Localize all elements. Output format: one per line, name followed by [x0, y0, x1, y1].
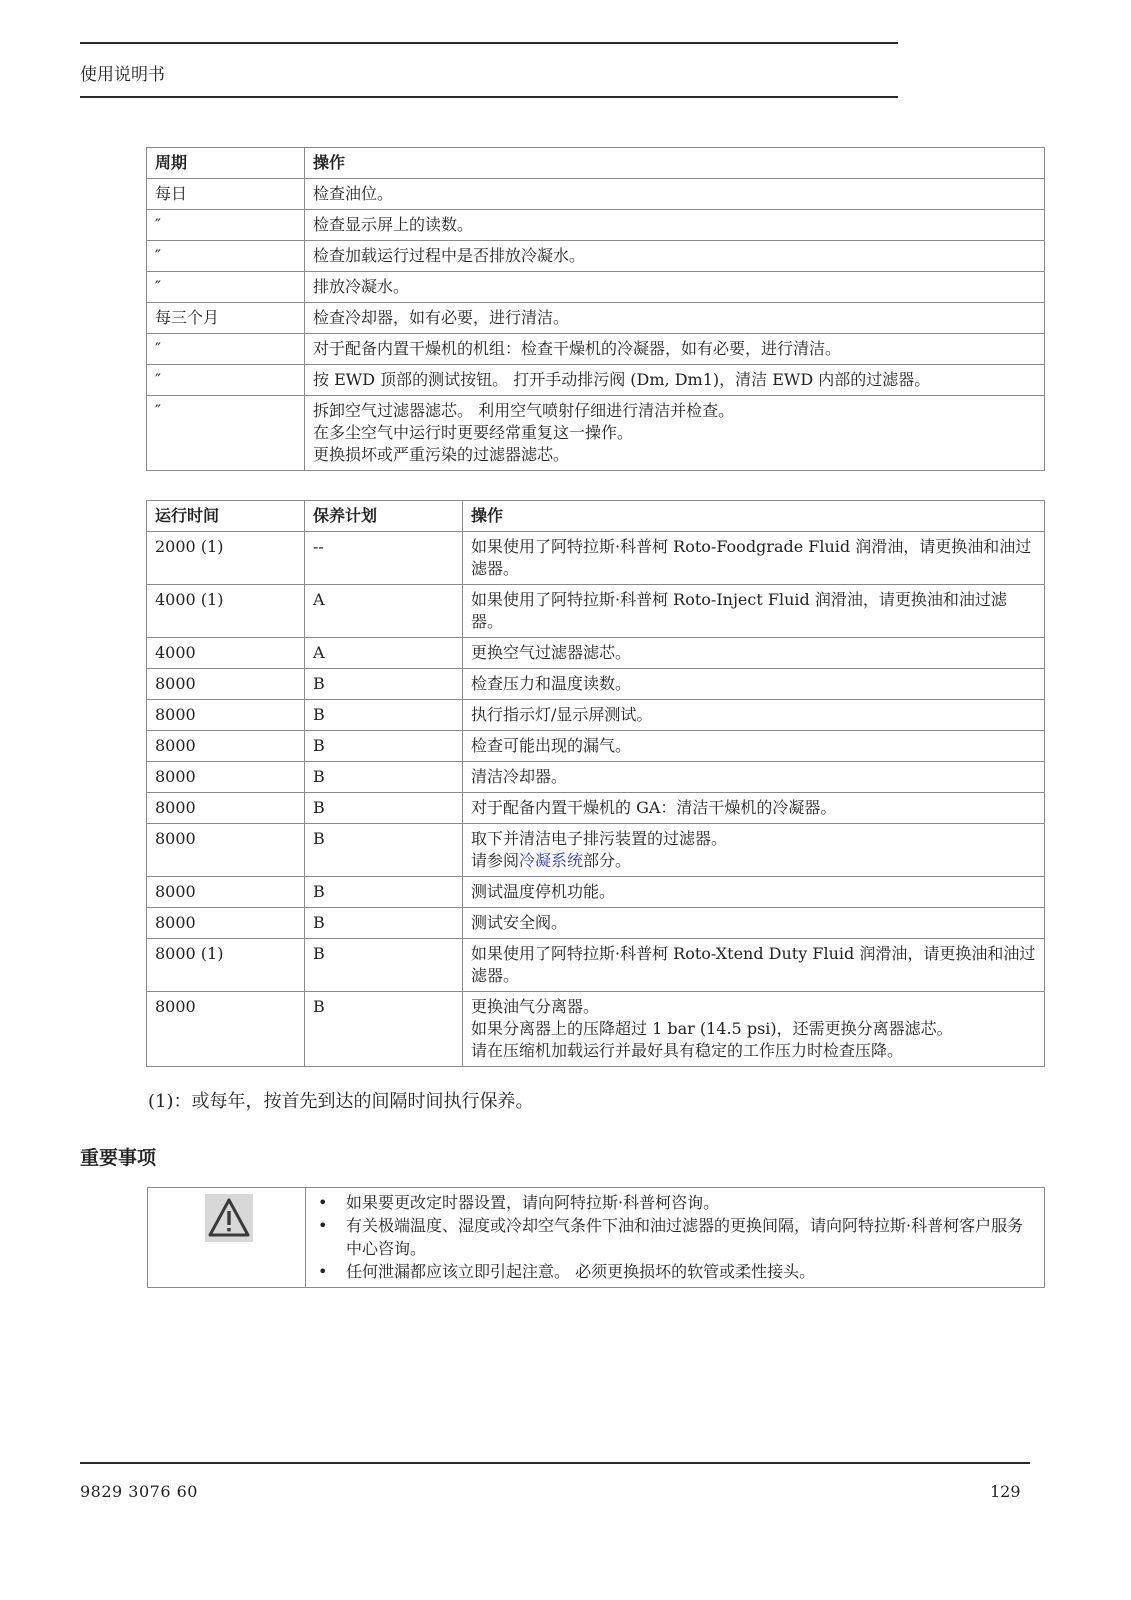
action-cell — [305, 241, 1045, 272]
table-row — [147, 303, 1045, 334]
service-plan-cell: B — [305, 877, 463, 908]
service-plan-cell: B — [305, 762, 463, 793]
action-cell — [305, 365, 1045, 396]
action-cell — [463, 731, 1045, 762]
running-hours-cell: 4000 — [147, 638, 305, 669]
important-notice-box — [147, 1187, 1045, 1288]
table-row — [147, 365, 1045, 396]
action-cell — [463, 877, 1045, 908]
service-plan-cell: B — [305, 992, 463, 1067]
running-hours-cell: 4000 (1) — [147, 585, 305, 638]
action-line: 测试温度停机功能。 — [471, 882, 616, 901]
table-row — [147, 334, 1045, 365]
action-cell — [463, 669, 1045, 700]
action-cell — [305, 272, 1045, 303]
service-plan-cell: B — [305, 908, 463, 939]
running-hours-cell: 8000 — [147, 700, 305, 731]
document-number: 9829 3076 60 — [80, 1482, 198, 1501]
action-line: 更换损坏或严重污染的过滤器滤芯。 — [313, 445, 570, 464]
list-item: • 有关极端温度、湿度或冷却空气条件下油和油过滤器的更换间隔，请向阿特拉斯·科普柯客户服务中心咨询。 — [316, 1214, 1036, 1260]
action-line: 检查加载运行过程中是否排放冷凝水。 — [313, 246, 586, 265]
service-plan-cell: B — [305, 700, 463, 731]
action-line: 如果使用了阿特拉斯·科普柯 Roto-Foodgrade Fluid 润滑油，请更换油和油过滤器。 — [471, 537, 1032, 578]
service-plan-cell: -- — [305, 532, 463, 585]
action-line: 如果使用了阿特拉斯·科普柯 Roto-Xtend Duty Fluid 润滑油，请更换油和油过滤器。 — [471, 944, 1036, 985]
action-line: 检查显示屏上的读数。 — [313, 215, 474, 234]
table-row — [147, 908, 1045, 939]
service-plan-cell: A — [305, 638, 463, 669]
action-line: 检查油位。 — [313, 184, 394, 203]
table-row — [147, 762, 1045, 793]
reference-prefix: 请参阅 — [471, 851, 520, 870]
action-cell — [463, 992, 1045, 1067]
running-hours-cell: 8000 — [147, 992, 305, 1067]
action-line: 按 EWD 顶部的测试按钮。 打开手动排污阀 (Dm, Dm1)，清洁 EWD 内部的过滤器。 — [313, 370, 931, 389]
footnote: (1)：或每年，按首先到达的间隔时间执行保养。 — [148, 1091, 534, 1112]
period-cell: ″ — [147, 365, 305, 396]
table-row — [147, 585, 1045, 638]
action-line: 清洁冷却器。 — [471, 767, 568, 786]
action-cell — [305, 396, 1045, 471]
service-plan-cell: B — [305, 824, 463, 877]
running-hours-cell: 8000 — [147, 908, 305, 939]
table-row — [147, 877, 1045, 908]
action-line: 如果分离器上的压降超过 1 bar (14.5 psi)，还需更换分离器滤芯。 — [471, 1019, 953, 1038]
table-row — [147, 272, 1045, 303]
action-line: 排放冷凝水。 — [313, 277, 410, 296]
warning-triangle-icon — [205, 1194, 253, 1242]
action-line: 取下并清洁电子排污装置的过滤器。 — [471, 829, 728, 848]
column-header-service-plan: 保养计划 — [305, 501, 463, 532]
period-cell: 每三个月 — [147, 303, 305, 334]
table-header-row — [147, 148, 1045, 179]
action-line: 检查冷却器，如有必要，进行清洁。 — [313, 308, 570, 327]
service-plan-cell: B — [305, 731, 463, 762]
action-cell — [463, 793, 1045, 824]
running-hours-cell: 2000 (1) — [147, 532, 305, 585]
column-header-action: 操作 — [463, 501, 1045, 532]
table-row — [147, 939, 1045, 992]
running-hours-cell: 8000 — [147, 824, 305, 877]
action-cell — [305, 334, 1045, 365]
period-cell: ″ — [147, 210, 305, 241]
action-cell — [463, 700, 1045, 731]
list-item: • 如果要更改定时器设置，请向阿特拉斯·科普柯咨询。 — [316, 1191, 1036, 1214]
reference-line — [471, 850, 1036, 872]
running-hours-cell: 8000 — [147, 731, 305, 762]
table-row — [147, 210, 1045, 241]
action-line: 对于配备内置干燥机的机组：检查干燥机的冷凝器，如有必要，进行清洁。 — [313, 339, 842, 358]
service-plan-cell: B — [305, 669, 463, 700]
table-header-row — [147, 501, 1045, 532]
daily-maintenance-table — [146, 147, 1045, 471]
table-row — [147, 179, 1045, 210]
action-cell — [305, 179, 1045, 210]
footer-rule — [80, 1462, 1030, 1464]
table-row — [147, 638, 1045, 669]
column-header-action: 操作 — [305, 148, 1045, 179]
table-row — [147, 992, 1045, 1067]
running-hours-cell: 8000 — [147, 762, 305, 793]
action-cell — [463, 939, 1045, 992]
table-row — [147, 824, 1045, 877]
action-line: 如果使用了阿特拉斯·科普柯 Roto-Inject Fluid 润滑油，请更换油和油过滤器。 — [471, 590, 1007, 631]
action-line: 在多尘空气中运行时更要经常重复这一操作。 — [313, 423, 634, 442]
header-title: 使用说明书 — [80, 65, 165, 85]
column-header-period: 周期 — [147, 148, 305, 179]
action-cell — [463, 824, 1045, 877]
running-hours-maintenance-table — [146, 500, 1045, 1067]
important-section-title: 重要事项 — [80, 1147, 157, 1169]
action-cell — [463, 585, 1045, 638]
action-cell — [463, 638, 1045, 669]
table-row — [147, 396, 1045, 471]
service-plan-cell: A — [305, 585, 463, 638]
period-cell: ″ — [147, 396, 305, 471]
action-line: 拆卸空气过滤器滤芯。 利用空气喷射仔细进行清洁并检查。 — [313, 401, 735, 420]
running-hours-cell: 8000 — [147, 877, 305, 908]
table-row — [147, 532, 1045, 585]
table-row — [147, 241, 1045, 272]
action-line: 检查可能出现的漏气。 — [471, 736, 632, 755]
list-item: • 任何泄漏都应该立即引起注意。 必须更换损坏的软管或柔性接头。 — [316, 1260, 1036, 1283]
service-plan-cell: B — [305, 939, 463, 992]
column-header-running-hours: 运行时间 — [147, 501, 305, 532]
running-hours-cell: 8000 (1) — [147, 939, 305, 992]
condensate-system-link[interactable]: 冷凝系统 — [519, 851, 584, 870]
action-cell — [305, 303, 1045, 334]
period-cell: 每日 — [147, 179, 305, 210]
running-hours-cell: 8000 — [147, 669, 305, 700]
table-row — [147, 731, 1045, 762]
running-hours-cell: 8000 — [147, 793, 305, 824]
period-cell: ″ — [147, 241, 305, 272]
table-row — [147, 793, 1045, 824]
action-line: 测试安全阀。 — [471, 913, 568, 932]
action-cell — [463, 532, 1045, 585]
action-line: 更换空气过滤器滤芯。 — [471, 643, 632, 662]
action-line: 更换油气分离器。 — [471, 997, 600, 1016]
action-line: 执行指示灯/显示屏测试。 — [471, 705, 653, 724]
action-line: 对于配备内置干燥机的 GA：清洁干燥机的冷凝器。 — [471, 798, 837, 817]
table-row — [147, 700, 1045, 731]
service-plan-cell: B — [305, 793, 463, 824]
period-cell: ″ — [147, 272, 305, 303]
page-number: 129 — [990, 1482, 1021, 1501]
important-notice-list — [316, 1191, 1036, 1283]
warning-icon-cell — [148, 1188, 306, 1287]
action-cell — [305, 210, 1045, 241]
period-cell: ″ — [147, 334, 305, 365]
header-top-rule — [80, 42, 898, 44]
table-row — [147, 669, 1045, 700]
action-line: 检查压力和温度读数。 — [471, 674, 632, 693]
action-cell — [463, 762, 1045, 793]
action-cell — [463, 908, 1045, 939]
action-line: 请在压缩机加载运行并最好具有稳定的工作压力时检查压降。 — [471, 1041, 904, 1060]
header-bottom-rule — [80, 96, 898, 98]
reference-suffix: 部分。 — [583, 851, 632, 870]
